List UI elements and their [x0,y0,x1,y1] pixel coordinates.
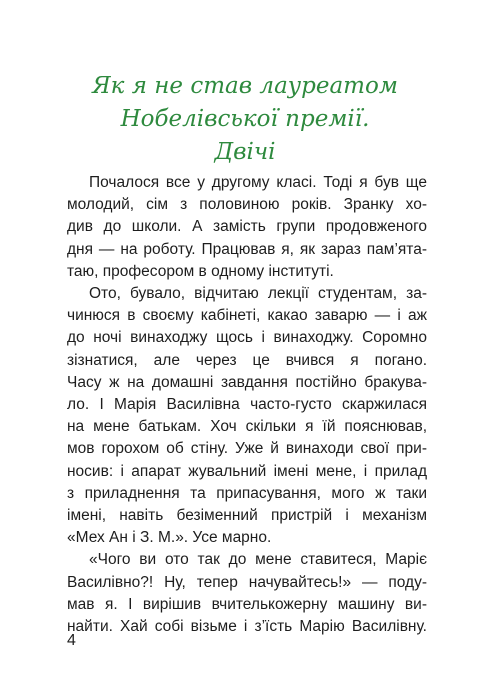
paragraph-line: мов горохом об стіну. Уже й винаходи свої при- [67,440,427,458]
paragraph-line: таю, професором в одному інституті. [67,262,334,280]
paragraph-2 [67,283,427,549]
paragraph-line: з приладнення та припасування, мого ж таки [67,484,427,502]
paragraph-line: носив: і апарат жувальний імені мене, і прилад [67,462,427,480]
paragraph-1 [67,172,427,283]
paragraph-line: Почалося все у другому класі. Тоді я був ще [89,174,427,191]
paragraph-line: молодий, сім з половиною років. Зранку хо- [67,196,427,214]
chapter-title-line-3: Двічі [214,139,276,165]
paragraph-line: найти. Хай собі візьме і з’їсть Марію Василівну. [67,618,427,636]
paragraph-line: до ночі винаходжу щось і винаходжу. Соромно [67,329,427,347]
paragraph-line: мав я. І вирішив вчителькожерну машину ви- [67,595,427,613]
chapter-title [90,70,400,169]
paragraph-line: Часу ж на домашні завдання постійно бракува- [67,373,427,391]
paragraph-3 [67,549,427,638]
paragraph-line: Ото, бувало, відчитаю лекції студентам, за- [89,285,427,303]
body-text [67,172,427,638]
paragraph-line: Василівно?! Ну, тепер начувайтесь!» — поду- [67,573,427,591]
paragraph-line: зізнатися, але через це вчився я погано. [67,351,427,369]
paragraph-line: імені, навіть безіменний пристрій і механізм [67,507,427,525]
paragraph-line: «Мех Ан і З. М.». Усе марно. [67,529,272,547]
chapter-title-line-1: Як я не став лауреатом [92,73,398,99]
paragraph-line: дня — на роботу. Працював я, як зараз пам’ята- [67,240,427,258]
paragraph-line: див до школи. А замість групи продовженого [67,218,427,236]
page-number: 4 [67,632,76,649]
paragraph-line: «Чого ви ото так до мене ставитеся, Маріє [89,551,427,569]
paragraph-line: чинюся в своєму кабінеті, какао заварю — і аж [67,307,427,325]
paragraph-line: ло. І Марія Василівна часто-густо скаржилася [67,396,427,414]
paragraph-line: на мене батькам. Хоч скільки я їй пояснював, [67,418,427,436]
chapter-title-line-2: Нобелівської премії. [120,106,370,132]
